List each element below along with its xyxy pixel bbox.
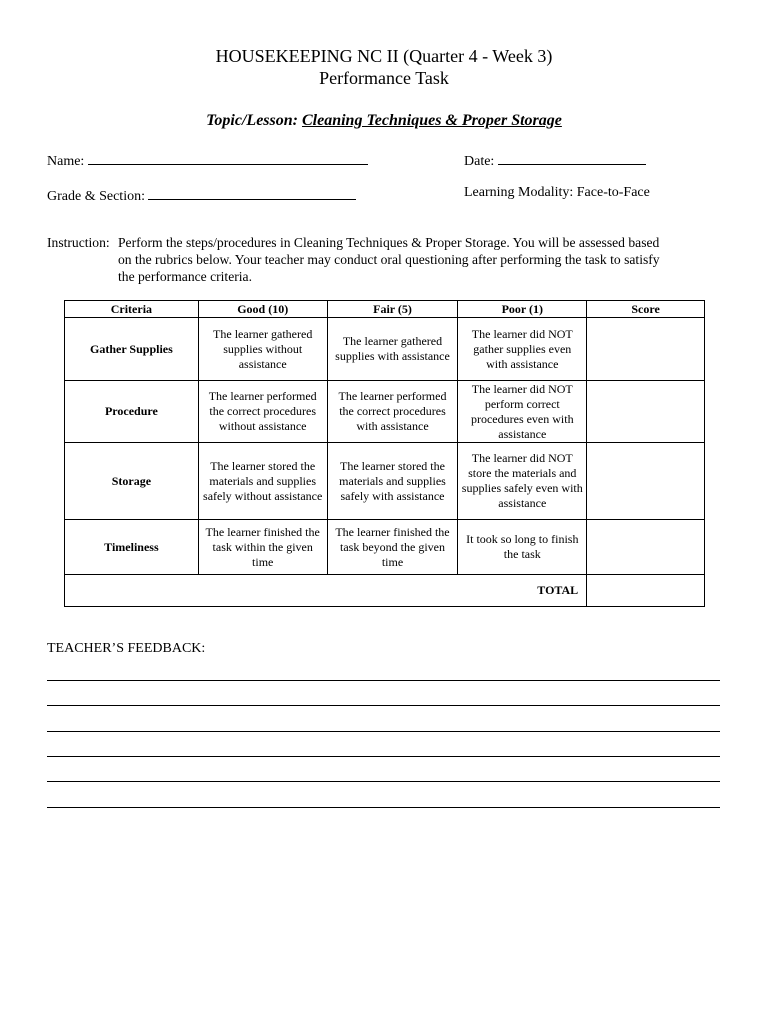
modality-value: Face-to-Face — [576, 185, 650, 200]
criteria-cell: Storage — [65, 443, 199, 520]
name-blank[interactable] — [88, 150, 368, 165]
poor-cell: The learner did NOT store the materials and supplies safely even with assistance — [458, 443, 587, 520]
rubric-table — [64, 300, 705, 607]
date-label: Date: — [464, 154, 495, 169]
instruction-text: Perform the steps/procedures in Cleaning Techniques & Proper Storage. You will be assessed based on the rubrics below. Your teacher may conduct oral questioning after performing the task to satisfy the performance criteria. — [118, 235, 660, 284]
criteria-cell: Gather Supplies — [65, 318, 199, 381]
table-row — [65, 520, 705, 575]
header-score: Score — [587, 301, 705, 318]
poor-cell: The learner did NOT gather supplies even with assistance — [458, 318, 587, 381]
poor-cell: The learner did NOT perform correct procedures even with assistance — [458, 381, 587, 443]
date-field[interactable] — [464, 150, 646, 170]
document-subtitle: Performance Task — [319, 68, 449, 88]
fair-cell: The learner finished the task beyond the given time — [327, 520, 458, 575]
name-field[interactable] — [47, 150, 368, 170]
topic-prefix: Topic/Lesson: — [206, 112, 302, 129]
rubric-header-row — [65, 301, 705, 318]
total-row — [65, 575, 705, 607]
teacher-feedback-label: TEACHER’S FEEDBACK: — [47, 641, 206, 656]
feedback-line[interactable] — [47, 705, 720, 706]
header-poor: Poor (1) — [458, 301, 587, 318]
modality-label: Learning Modality: — [464, 185, 574, 200]
document-title: HOUSEKEEPING NC II (Quarter 4 - Week 3) — [215, 46, 553, 66]
good-cell: The learner finished the task within the given time — [198, 520, 327, 575]
instruction-block — [47, 234, 667, 285]
feedback-line[interactable] — [47, 807, 720, 808]
grade-section-field[interactable] — [47, 185, 356, 205]
table-row — [65, 381, 705, 443]
criteria-cell: Procedure — [65, 381, 199, 443]
feedback-line[interactable] — [47, 680, 720, 681]
feedback-line[interactable] — [47, 781, 720, 782]
name-label: Name: — [47, 154, 85, 169]
good-cell: The learner performed the correct procedures without assistance — [198, 381, 327, 443]
feedback-line[interactable] — [47, 731, 720, 732]
header-criteria: Criteria — [65, 301, 199, 318]
topic-title: Cleaning Techniques & Proper Storage — [301, 112, 562, 129]
topic-line — [0, 112, 768, 130]
score-cell[interactable] — [587, 443, 705, 520]
score-cell[interactable] — [587, 318, 705, 381]
table-row — [65, 443, 705, 520]
total-score-cell[interactable] — [587, 575, 705, 607]
header-fair: Fair (5) — [327, 301, 458, 318]
instruction-label: Instruction: — [47, 235, 110, 250]
poor-cell: It took so long to finish the task — [458, 520, 587, 575]
fair-cell: The learner gathered supplies with assistance — [327, 318, 458, 381]
good-cell: The learner stored the materials and supplies safely without assistance — [198, 443, 327, 520]
fair-cell: The learner stored the materials and supplies safely with assistance — [327, 443, 458, 520]
criteria-cell: Timeliness — [65, 520, 199, 575]
grade-section-label: Grade & Section: — [47, 189, 145, 204]
feedback-line[interactable] — [47, 756, 720, 757]
table-row — [65, 318, 705, 381]
date-blank[interactable] — [498, 150, 646, 165]
modality-field — [464, 185, 650, 201]
fair-cell: The learner performed the correct procedures with assistance — [327, 381, 458, 443]
total-label: TOTAL — [65, 575, 587, 607]
header-good: Good (10) — [198, 301, 327, 318]
grade-section-blank[interactable] — [148, 185, 356, 200]
good-cell: The learner gathered supplies without assistance — [198, 318, 327, 381]
score-cell[interactable] — [587, 520, 705, 575]
score-cell[interactable] — [587, 381, 705, 443]
